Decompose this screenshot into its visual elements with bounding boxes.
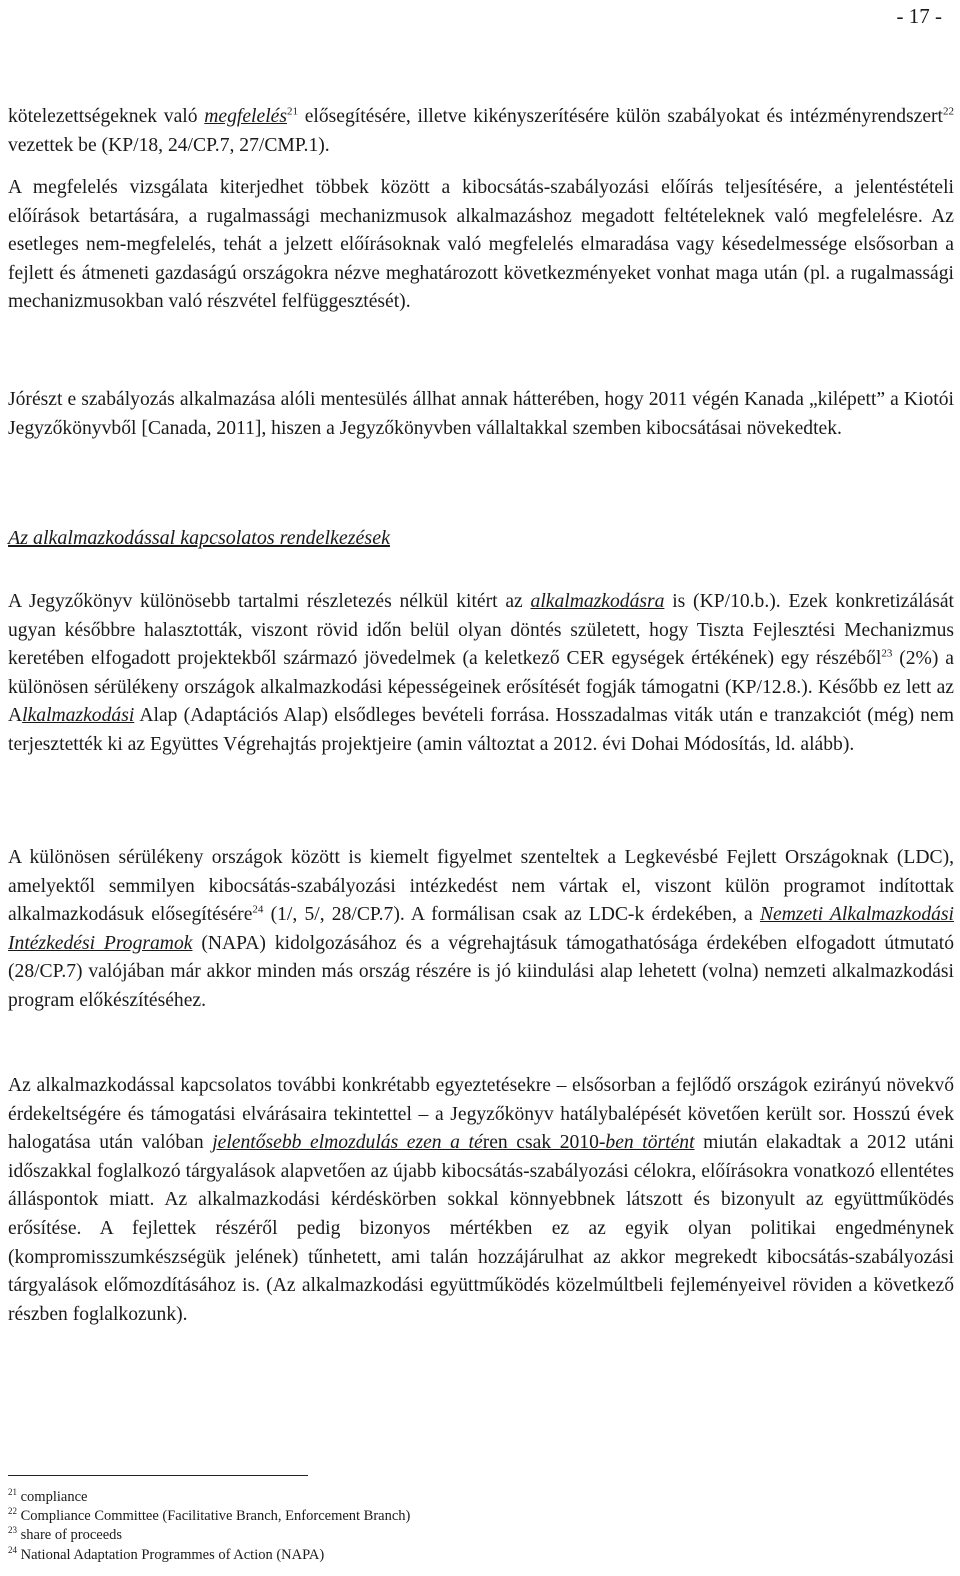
- footnote-number: 21: [8, 1487, 17, 1498]
- text-run: A Jegyzőkönyv különösebb tartalmi részletezés nélkül kitért az: [8, 591, 531, 612]
- text-run: (2%) a különösen sérülékeny országok alkalmazkodási képességeinek erősítését fogják támogatni (KP/12.8.). Később ez lett az A: [8, 648, 954, 727]
- footnote-24: [8, 1546, 410, 1565]
- text-run: Alap (Adaptációs Alap) elsődleges bevételi forrása. Hosszadalmas viták után e tranzakciót (még) nem terjesztették ki az Együttes Végrehajtás projektjeire (amin változtat a 2012. évi Dohai Módosítás, ld. alább).: [8, 705, 954, 755]
- text-run: Az alkalmazkodással kapcsolatos további konkrétabb egyeztetésekre – elsősorban a fejlődő országok ezirányú növekvő érdekeltségére és támogatási elvárásaira tekintettel – a Jegyzőkönyv hatálybalépését követően került sor. Hosszú évek halogatása után valóban: [8, 1075, 954, 1154]
- link-alkalmazkodasi-alap[interactable]: lkalmazkodási: [22, 705, 135, 727]
- footnote-separator: [8, 1475, 308, 1476]
- link-elmozdulas[interactable]: jelentősebb elmozdulás ezen a té: [212, 1132, 483, 1154]
- footnote-23: [8, 1526, 410, 1545]
- paragraph-compliance: [8, 103, 954, 160]
- text-run: elősegítésére, illetve kikényszerítésére külön szabályokat és intézményrendszert: [297, 106, 943, 127]
- paragraph-further-negotiations: [8, 1072, 954, 1329]
- link-elmozdulas-3[interactable]: ben történt: [605, 1132, 695, 1154]
- text-run: miután elakadtak a 2012 utáni időszakkal foglalkozó tárgyalások alapvetően az újabb kibocsátás-szabályozási célokra, előírásokra vonatkozó ellentétes álláspontok miatt. Az alkalmazkodási kérdéskörben sokkal könnyebbnek látszott és bizonyult az együttműködés erősítése. A fejlettek részéről pedig bizonyos mértékben ez az egyik olyan politikai engedménynek (kompromisszumkészségük jelének) tűnhetett, ami talán hozzájárulhat az akkor megrekedt kibocsátás-szabályozási tárgyalások előmozdításához is. (Az alkalmazkodási együttműködés közelmúltbeli fejleményeivel röviden a következő részben foglalkozunk).: [8, 1132, 955, 1325]
- footnote-21: [8, 1488, 410, 1507]
- footnotes: [8, 1488, 410, 1565]
- paragraph-ldc: [8, 844, 954, 1016]
- footnote-text: National Adaptation Programmes of Action (NAPA): [20, 1546, 325, 1563]
- paragraph-canada: Jórészt e szabályozás alkalmazása alóli mentesülés állhat annak hátterében, hogy 2011 végén Kanada „kilépett” a Kiotói Jegyzőkönyvből [Canada, 2011], hiszen a Jegyzőkönyvben vállaltakkal szemben kibocsátásai növekedtek.: [8, 389, 954, 439]
- footnote-number: 24: [8, 1544, 17, 1555]
- footnote-text: compliance: [20, 1489, 88, 1505]
- paragraph-adaptation: [8, 588, 954, 760]
- page-number: - 17 -: [896, 4, 942, 28]
- document-page: [8, 0, 954, 1576]
- footnote-ref-21: 21: [286, 105, 298, 118]
- text-run: (1/, 5/, 28/CP.7). A formálisan csak az LDC-k érdekében, a: [263, 904, 760, 926]
- section-heading: Az alkalmazkodással kapcsolatos rendelkezések: [8, 527, 390, 549]
- link-napa[interactable]: Nemzeti Alkalmazkodási Intézkedési Programok: [8, 904, 954, 954]
- footnote-ref-24: 24: [252, 903, 264, 916]
- footnote-ref-22: 22: [943, 105, 954, 118]
- footnote-number: 22: [8, 1506, 17, 1517]
- footnote-text: Compliance Committee (Facilitative Branch, Enforcement Branch): [20, 1508, 411, 1525]
- text-run: (NAPA) kidolgozásához és a végrehajtásuk támogathatósága érdekében elfogadott útmutató (28/CP.7) valójában már akkor minden más ország részére is jó kiindulási alap lehetett (volna) nemzeti alkalmazkodási program előkészítéséhez.: [8, 932, 955, 1011]
- text-run: vezettek be (KP/18, 24/CP.7, 27/CMP.1).: [8, 134, 330, 156]
- link-elmozdulas-2[interactable]: ren csak 2010-: [482, 1132, 606, 1154]
- text-run: is (KP/10.b.). Ezek konkretizálását ugyan későbbre halasztották, viszont rövid időn belül olyan döntés született, hogy Tiszta Fejlesztési Mechanizmus keretében elfogadott projektekből származó jövedelmek (a keletkező CER egységek értékének) egy részéből: [8, 591, 954, 670]
- link-alkalmazkodasra[interactable]: alkalmazkodásra: [530, 591, 665, 612]
- paragraph-compliance-review: A megfelelés vizsgálata kiterjedhet többek között a kibocsátás-szabályozási előírás teljesítésére, a jelentéstételi előírások betartására, a rugalmassági mechanizmusok alkalmazáshoz megadott feltételeknek való megfelelésre. Az esetleges nem-megfelelés, tehát a jelzett előírásoknak való megfelelés elmaradása vagy késedelmessége elsősorban a fejlett és átmeneti gazdaságú országokra nézve meghatározott következményeket vonhat maga után (pl. a rugalmassági mechanizmusokban való részvétel felfüggesztését).: [8, 177, 954, 313]
- footnote-22: [8, 1507, 410, 1526]
- footnote-ref-23: 23: [881, 647, 893, 660]
- footnote-number: 23: [8, 1525, 17, 1536]
- text-run: kötelezettségeknek való: [8, 106, 205, 127]
- link-megfeleles[interactable]: megfelelés: [204, 106, 287, 127]
- text-run: A különösen sérülékeny országok között is kiemelt figyelmet szenteltek a Legkevésbé Fejlett Országoknak (LDC), amelyektől semmilyen kibocsátás-szabályozási intézkedést nem vártak el, viszont külön programot indítottak alkalmazkodásuk elősegítésére: [8, 847, 954, 926]
- footnote-text: share of proceeds: [20, 1527, 123, 1544]
